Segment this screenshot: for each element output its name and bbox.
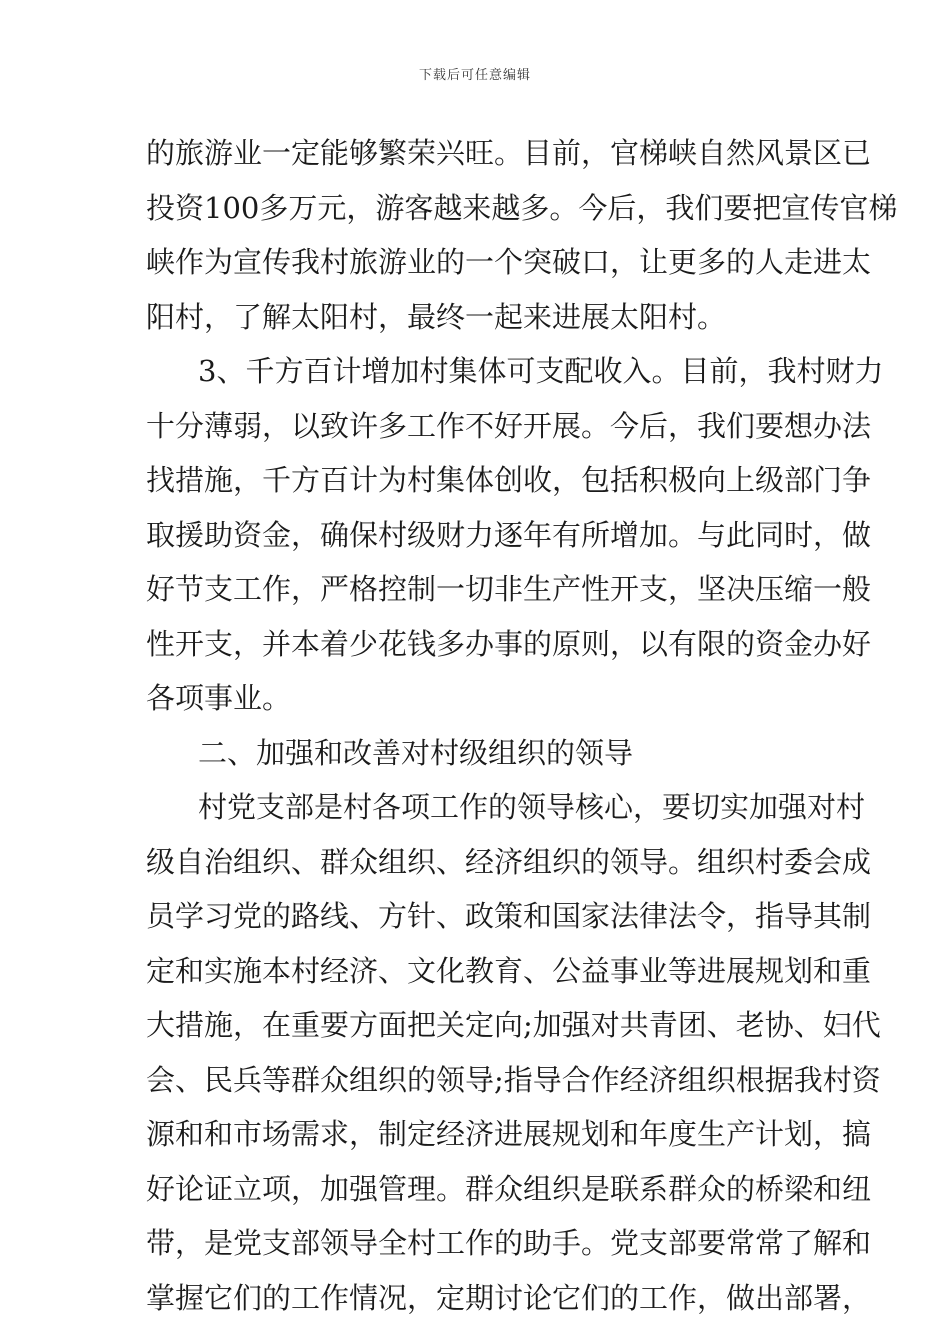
text-line: 的旅游业一定能够繁荣兴旺。目前，官梯峡自然风景区已 — [146, 136, 872, 170]
body-text — [146, 126, 898, 1325]
text-line: 村党支部是村各项工作的领导核心，要切实加强对村 — [198, 790, 866, 824]
text-line: 好论证立项，加强管理。群众组织是联系群众的桥梁和纽 — [146, 1171, 872, 1206]
text-line: 会、民兵等群众组织的领导;指导合作经济组织根据我村资 — [146, 1062, 881, 1097]
text-line: 定和实施本村经济、文化教育、公益事业等进展规划和重 — [146, 953, 872, 988]
text-line: 峡作为宣传我村旅游业的一个突破口，让更多的人走进太 — [146, 245, 872, 279]
text-line: 找措施，千方百计为村集体创收，包括积极向上级部门争 — [146, 463, 872, 497]
text-line: 十分薄弱，以致许多工作不好开展。今后，我们要想办法 — [146, 408, 872, 443]
text-line: 3、千方百计增加村集体可支配收入。目前，我村财力 — [198, 354, 884, 388]
text-line: 源和和市场需求，制定经济进展规划和年度生产计划，搞 — [146, 1117, 872, 1151]
text-line: 性开支，并本着少花钱多办事的原则，以有限的资金办好 — [146, 626, 872, 661]
text-line: 级自治组织、群众组织、经济组织的领导。组织村委会成 — [146, 844, 872, 879]
text-line: 掌握它们的工作情况，定期讨论它们的工作，做出部署， — [146, 1280, 872, 1315]
text-line: 投资100多万元，游客越来越多。今后，我们要把宣传官梯 — [146, 190, 898, 225]
text-line: 阳村，了解太阳村，最终一起来进展太阳村。 — [146, 299, 727, 334]
text-line: 带，是党支部领导全村工作的助手。党支部要常常了解和 — [146, 1226, 872, 1260]
text-line: 大措施，在重要方面把关定向;加强对共青团、老协、妇代 — [146, 1008, 881, 1042]
page-header: 下载后可任意编辑 — [418, 68, 531, 83]
text-line: 员学习党的路线、方针、政策和国家法律法令，指导其制 — [146, 899, 872, 933]
text-line: 各项事业。 — [146, 681, 292, 715]
text-line: 好节支工作，严格控制一切非生产性开支，坚决压缩一般 — [146, 572, 872, 606]
text-line: 取援助资金，确保村级财力逐年有所增加。与此同时，做 — [146, 517, 872, 552]
text-line: 二、加强和改善对村级组织的领导 — [198, 735, 634, 770]
